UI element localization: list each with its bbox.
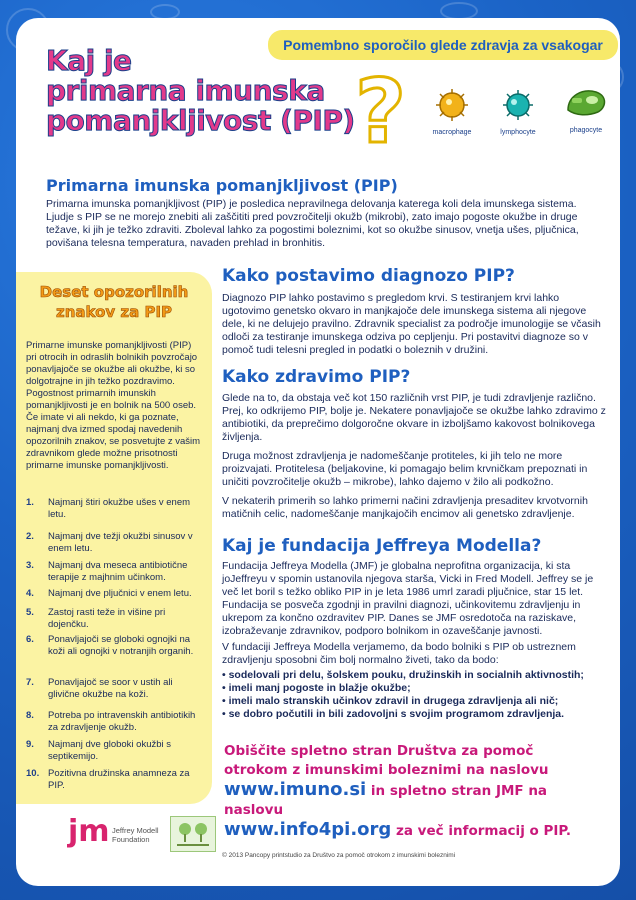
bullet-item: • imeli malo stranskih učinkov zdravil in drugega zdravljenja ali nič; <box>222 695 559 707</box>
cta-line-2: otrokom z imunskimi boleznimi na naslovu <box>224 762 549 778</box>
macrophage-illustration <box>424 88 480 136</box>
lymphocyte-icon <box>498 88 538 122</box>
sidebar-title-line-1: Deset opozorilnih <box>39 283 189 301</box>
bullet-item: • sodelovali pri delu, šolskem pouku, družinskih in socialnih aktivnostih; <box>222 669 584 681</box>
lymphocyte-illustration <box>490 88 546 136</box>
warning-sign <box>26 560 204 584</box>
warning-sign <box>26 588 204 600</box>
phagocyte-illustration <box>556 84 616 134</box>
macrophage-icon <box>432 88 472 122</box>
warning-sign <box>26 677 204 701</box>
warning-sign <box>26 634 204 658</box>
warning-sign-text: Zastoj rasti teže in višine pri dojenčku. <box>48 607 166 630</box>
warning-sign-text: Najmanj dva meseca antibiotične terapije z majhnim učinkom. <box>48 560 188 583</box>
society-logo <box>170 816 216 852</box>
footer <box>16 804 620 886</box>
warning-sign-number: 8. <box>26 710 34 721</box>
title-line-2: primarna imunska <box>46 74 325 107</box>
warning-sign <box>26 531 204 555</box>
warning-sign <box>26 497 204 521</box>
warning-sign-number: 2. <box>26 531 34 542</box>
warning-sign <box>26 607 204 631</box>
jmf-logo-text <box>112 826 159 844</box>
title-line-1: Kaj je <box>46 44 132 77</box>
warning-sign-number: 9. <box>26 739 34 750</box>
sidebar-intro: Primarne imunske pomanjkljivosti (PIP) pri otrocih in odraslih bolnikih povzročajo ponavljajoče se okužbe ali okužbe, ki so dolgotrajne in jih težko pozdravimo. Pogostnost primarnih imunskih pomanjkljivosti je en bolnik na 500 oseb. Če imate vi ali nekdo, ki ga poznate, najmanj dva izmed spodaj navedenih opozorilnih znakov, se posvetujte z vašim zdravnikom glede možne prisotnosti primarne imunske pomanjkljivosti. <box>26 340 201 471</box>
imuno-link[interactable]: www.imuno.si <box>224 779 367 800</box>
tree-icon <box>171 817 215 851</box>
main-title <box>46 46 376 136</box>
warning-sign-text: Najmanj dve pljučnici v enem letu. <box>48 588 192 599</box>
sidebar-title <box>18 282 210 322</box>
warning-sign-number: 4. <box>26 588 34 599</box>
title-line-3: pomanjkljivost (PIP) <box>46 104 355 137</box>
header-banner: Pomembno sporočilo glede zdravja za vsakogar <box>268 30 618 60</box>
cta-line-4: za več informacij o PIP. <box>391 823 571 839</box>
warning-sign <box>26 768 204 792</box>
warning-sign-number: 5. <box>26 607 34 618</box>
cell-label: lymphocyte <box>500 129 536 136</box>
cell-label: phagocyte <box>569 127 603 134</box>
phagocyte-icon <box>562 84 610 120</box>
bullet-item: • se dobro počutili in bili zadovoljni s svojim programom zdravljenja. <box>222 708 565 720</box>
diagnosis-heading: Kako postavimo diagnozo PIP? <box>222 266 515 286</box>
cell-label: macrophage <box>432 129 472 136</box>
warning-sign-number: 7. <box>26 677 34 688</box>
warning-sign-number: 6. <box>26 634 34 645</box>
warning-sign <box>26 710 204 734</box>
info4pi-link[interactable]: www.info4pi.org <box>224 819 392 840</box>
jmf-logo-line-2: Foundation <box>112 835 150 844</box>
intro-heading: Primarna imunska pomanjkljivost (PIP) <box>46 176 398 195</box>
cta-line-1: Obiščite spletno stran Društva za pomoč <box>224 743 534 759</box>
treatment-paragraph-3: V nekaterih primerih so lahko primerni načini zdravljenja presaditev krvotvornih matičnih celic, nadomeščanje manjkajočih encimov ali genetsko zdravljenje. <box>222 495 588 520</box>
bullet-item: • imeli manj pogoste in blažje okužbe; <box>222 682 411 694</box>
warning-sign-number: 3. <box>26 560 34 571</box>
warning-sign-text: Najmanj dve težji okužbi sinusov v enem letu. <box>48 531 193 554</box>
question-mark-icon: ? <box>355 60 407 163</box>
sidebar-title-line-2: znakov za PIP <box>55 303 173 321</box>
warning-sign-text: Potreba po intravenskih antibiotikih za zdravljenje okužb. <box>48 710 196 733</box>
warning-sign-text: Ponavljajoči se globoki ognojki na koži ali ognojki v notranjih organih. <box>48 634 194 657</box>
jmf-logo-mark: jm <box>68 814 110 849</box>
warning-sign <box>26 739 204 763</box>
foundation-paragraph-2: V fundaciji Jeffreya Modella verjamemo, da bodo bolniki s PIP ob ustreznem zdravljenju sposobni čim bolj normalno živeti, tako da bodo: <box>222 641 576 666</box>
treatment-heading: Kako zdravimo PIP? <box>222 367 411 387</box>
cta-line-3: in spletno stran JMF na naslovu <box>224 783 548 818</box>
warning-sign-text: Najmanj štiri okužbe ušes v enem letu. <box>48 497 191 520</box>
jmf-logo-line-1: Jeffrey Modell <box>112 826 159 835</box>
warning-sign-number: 1. <box>26 497 34 508</box>
foundation-heading: Kaj je fundacija Jeffreya Modella? <box>222 536 542 556</box>
intro-text: Primarna imunska pomanjkljivost (PIP) je posledica nepravilnega delovanja katerega koli dela imunskega sistema. Ljudje s PIP se ne morejo znebiti ali zaščititi pred povzročitelji okužb (mikrobi), zato imajo pogoste okužbe in druge težave, ki jih je težko zdraviti. Zboleval lahko za pogostimi boleznimi, kot so okužbe sinusov, vnetja ušes, pljučnica, povišana telesna temperatura, navaden prehlad in bronhitis. <box>46 198 579 249</box>
diagnosis-text: Diagnozo PIP lahko postavimo s pregledom krvi. S testiranjem krvi lahko ugotovimo genetsko okvaro in manjkajoče dele imunskega sistema ali njegove dele, ki ne delujejo pravilno. Zdravnik specialist za področje imunologije se včasih odloči za testiranje imunskega odziva po cepljenju. Pri postavitvi diagnoze so v pomoč tudi telesni pregled in podatki o boleznih v družini. <box>222 292 601 356</box>
copyright-text: © 2013 Pancopy printstudio za Društvo za pomoč otrokom z imunskimi boleznimi <box>222 852 456 859</box>
warning-sign-text: Pozitivna družinska anamneza za PIP. <box>48 768 190 791</box>
foundation-paragraph-1: Fundacija Jeffreya Modella (JMF) je globalna neprofitna organizacija, ki sta joJeffreyu v spomin ustanovila njegova starša, Vicki in Fred Modell. Jeffrey se je več let boril s težko obliko PIP in je leta 1986 umrl zaradi pljučnice, star 15 let. Fundacija se posveča zgodnji in pravilni diagnozi, učinkovitemu zdravljenju in ukrepom za končno ozdravitev PIP. Danes se JMF osredotoča na raziskave, izobraževanje zdravnikov, podporo bolnikom in ozaveščanje javnosti. <box>222 560 594 637</box>
foundation-bullet-list <box>222 669 602 721</box>
warning-sign-number: 10. <box>26 768 40 779</box>
warning-sign-text: Najmanj dve globoki okužbi s septikemijo. <box>48 739 172 762</box>
treatment-paragraph-2: Druga možnost zdravljenja je nadomeščanje protiteles, ki jih telo ne more proizvajati. Protitelesa (beljakovine, ki pomagajo belim krvničkam prepoznati in uničiti povzročitelje okužb – mikrobe), lahko dajemo v žilo ali podkožno. <box>222 450 588 488</box>
treatment-paragraph-1: Glede na to, da obstaja več kot 150 različnih vrst PIP, je tudi zdravljenje različno. Prej, ko odkrijemo PIP, bolje je. Nekatere ponavljajoče se okužbe lahko zdravimo z antibiotiki, da preprečimo dolgoročne okvare in izboljšamo kakovost bolnikovega življenja. <box>222 392 606 443</box>
warning-sign-text: Ponavljajoč se soor v ustih ali glivične okužbe na koži. <box>48 677 173 700</box>
